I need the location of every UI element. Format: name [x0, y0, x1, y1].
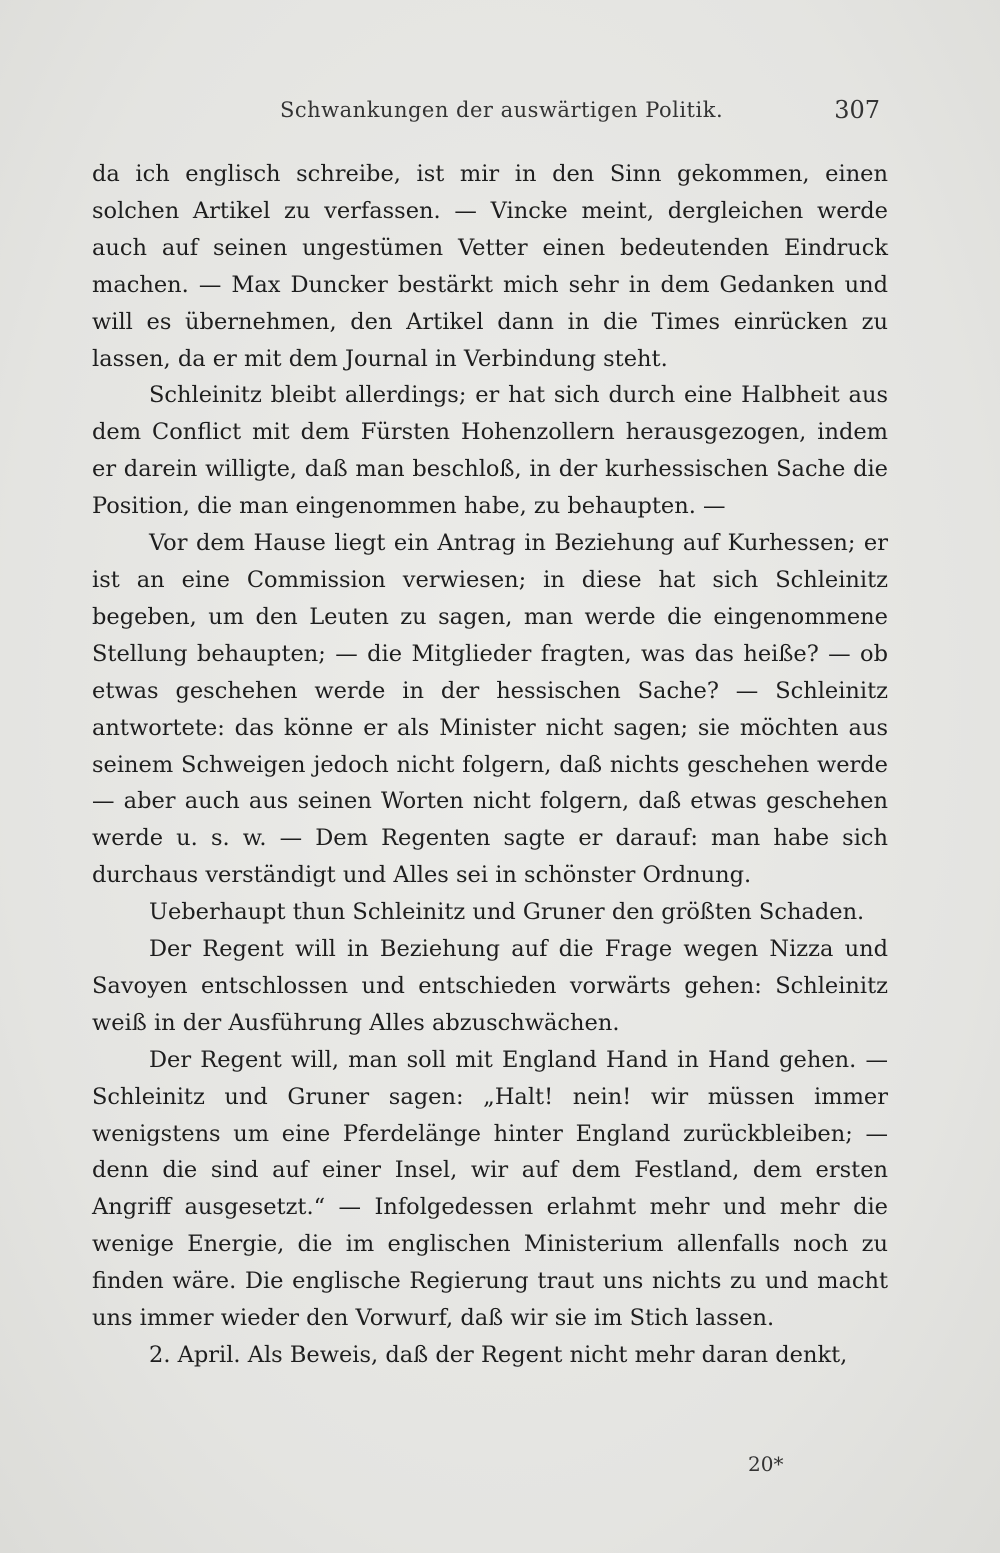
- page-number: 307: [834, 96, 880, 124]
- paragraph-vor-dem-hause: Vor dem Hause liegt ein Antrag in Beziehung auf Kurhessen; er ist an eine Commission verwiesen; in diese hat sich Schleinitz begeben, um den Leuten zu sagen, man werde die eingenommene Stellung behaupten; — die Mitglieder fragten, was das heiße? — ob etwas geschehen werde in der hessischen Sache? — Schleinitz antwortete: das könne er als Minister nicht sagen; sie möchten aus seinem Schweigen jedoch nicht folgern, daß nichts geschehen werde — aber auch aus seinen Worten nicht folgern, daß etwas geschehen werde u. s. w. — Dem Regenten sagte er darauf: man habe sich durchaus verständigt und Alles sei in schönster Ordnung.: [92, 530, 888, 889]
- running-title: Schwankungen der auswärtigen Politik.: [280, 98, 724, 122]
- signature-mark: 20*: [748, 1452, 784, 1476]
- paragraph-schleinitz-bleibt: Schleinitz bleibt allerdings; er hat sich durch eine Halbheit aus dem Conflict mit dem Fürsten Hohenzollern herausgezogen, indem er darein willigte, daß man beschloß, in der kurhessischen Sache die Position, die man eingenommen habe, zu behaupten. —: [92, 382, 888, 520]
- paragraph-2-april: 2. April. Als Beweis, daß der Regent nicht mehr daran denkt,: [149, 1342, 848, 1368]
- paragraph-continuation: da ich englisch schreibe, ist mir in den Sinn gekommen, einen solchen Artikel zu verfassen. — Vincke meint, dergleichen werde auch auf seinen ungestümen Vetter einen bedeutenden Eindruck machen. — Max Duncker bestärkt mich sehr in dem Gedanken und will es übernehmen, den Artikel dann in die Times einrücken zu lassen, da er mit dem Journal in Verbindung steht.: [92, 161, 888, 372]
- paragraph-ueberhaupt: Ueberhaupt thun Schleinitz und Gruner den größten Schaden.: [149, 899, 865, 926]
- paragraph-regent-england: Der Regent will, man soll mit England Hand in Hand gehen. — Schleinitz und Gruner sagen: „Halt! nein! wir müssen immer wenigstens um eine Pferdelänge hinter England zurückbleiben; — denn die sind auf einer Insel, wir auf dem Festland, dem ersten Angriff ausgesetzt.“ — Infolgedessen erlahmt mehr und mehr die wenige Energie, die im englischen Ministerium allenfalls noch zu finden wäre. Die englische Regierung traut uns nichts zu und macht uns immer wieder den Vorwurf, daß wir sie im Stich lassen.: [92, 1046, 888, 1332]
- body-text: [92, 156, 888, 1374]
- paragraph-regent-nizza: Der Regent will in Beziehung auf die Frage wegen Nizza und Savoyen entschlossen und entschieden vorwärts gehen: Schleinitz weiß in der Ausführung Alles abzuschwächen.: [92, 936, 888, 1036]
- running-head: [90, 98, 880, 134]
